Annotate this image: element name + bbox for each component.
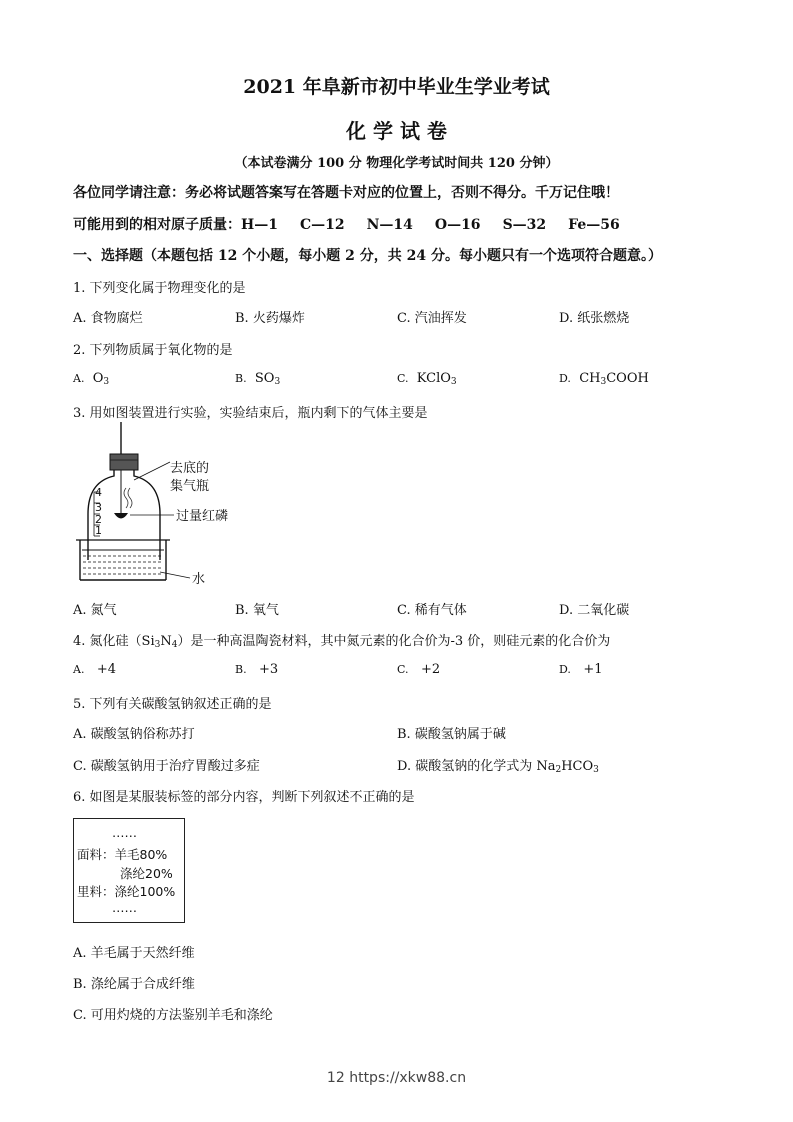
label-outer-fabric: 面料：羊毛80% (77, 847, 168, 862)
q2-stem: 2. 下列物质属于氧化物的是 (73, 343, 233, 358)
label-polyester-share: 涤纶20% (120, 866, 173, 881)
section-heading: 一、选择题（本题包括 12 个小题，每小题 2 分，共 24 分。每小题只有一个选项符合题意。） (73, 248, 662, 264)
scale-mark-3: 3 (95, 501, 102, 514)
exam-title: 2021 年阜新市初中毕业生学业考试 (243, 76, 550, 98)
notice: 各位同学请注意：务必将试题答案写在答题卡对应的位置上，否则不得分。千万记住哦！ (73, 185, 619, 201)
label-dots-bottom: …… (112, 900, 137, 915)
scale-mark-1: 1 (95, 524, 102, 537)
q1-option-b: B. 火药爆炸 (235, 311, 305, 326)
q1-option-d: D. 纸张燃烧 (559, 311, 630, 326)
q1-option-a: A. 食物腐烂 (73, 311, 143, 326)
footer-url: https://xkw88.cn (349, 1070, 467, 1086)
q5-option-a: A. 碳酸氢钠俗称苏打 (73, 727, 195, 742)
fig-label-bottle-1: 去底的 (170, 461, 210, 476)
clothing-label-box (73, 818, 185, 923)
q6-option-a: A. 羊毛属于天然纤维 (73, 946, 195, 961)
q4-option-b: B. +3 (235, 662, 279, 677)
fig-label-water: 水 (192, 572, 206, 587)
page-number: 12 (326, 1070, 345, 1086)
paper-subtitle: 化 学 试 卷 (346, 119, 447, 143)
q5-option-d: D. 碳酸氢钠的化学式为 $Na_2HCO_3$ (397, 759, 599, 775)
q1-option-c: C. 汽油挥发 (397, 311, 467, 326)
q3-option-b: B. 氧气 (235, 603, 279, 618)
label-dots-top: …… (112, 825, 137, 840)
label-lining: 里料：涤纶100% (77, 884, 176, 899)
q3-option-c: C. 稀有气体 (397, 603, 467, 618)
q6-stem: 6. 如图是某服装标签的部分内容，判断下列叙述不正确的是 (73, 790, 415, 805)
q4-option-a: A. +4 (73, 662, 117, 677)
fig-label-bottle-2: 集气瓶 (170, 479, 210, 494)
q4-option-c: C. +2 (397, 662, 441, 677)
q6-option-c: C. 可用灼烧的方法鉴别羊毛和涤纶 (73, 1008, 273, 1023)
page-footer (0, 1070, 793, 1086)
q2-option-d: D. $CH_3COOH$ (559, 371, 649, 387)
q3-option-d: D. 二氧化碳 (559, 603, 630, 618)
q4-option-d: D. +1 (559, 662, 603, 677)
q4-stem: 4. 氮化硅$(Si_3N_4)$是一种高温陶瓷材料，其中氮元素的化合价为-3 价，则硅元素的化合价为 (73, 634, 611, 650)
scale-mark-4: 4 (95, 486, 102, 499)
scale-mark-2: 2 (95, 513, 102, 526)
exam-info: （本试卷满分 100 分 物理化学考试时间共 120 分钟） (234, 156, 559, 171)
q3-option-a: A. 氮气 (73, 603, 117, 618)
q1-stem: 1. 下列变化属于物理变化的是 (73, 281, 246, 296)
q3-stem: 3. 用如图装置进行实验，实验结束后，瓶内剩下的气体主要是 (73, 406, 428, 421)
q2-option-c: C. KClO$_3$ (397, 371, 457, 387)
q2-option-b: B. $SO_3$ (235, 371, 281, 387)
fig-label-phosphorus: 过量红磷 (176, 509, 229, 524)
q5-stem: 5. 下列有关碳酸氢钠叙述正确的是 (73, 697, 272, 712)
q6-option-b: B. 涤纶属于合成纤维 (73, 977, 195, 992)
q5-option-b: B. 碳酸氢钠属于碱 (397, 727, 506, 742)
q2-option-a: A. $O_3$ (73, 371, 110, 387)
atomic-masses: 可能用到的相对原子质量：H—1 C—12 N—14 O—16 S—32 Fe—56 (73, 217, 620, 233)
q3-apparatus-figure (70, 420, 250, 592)
q5-option-c: C. 碳酸氢钠用于治疗胃酸过多症 (73, 759, 260, 774)
